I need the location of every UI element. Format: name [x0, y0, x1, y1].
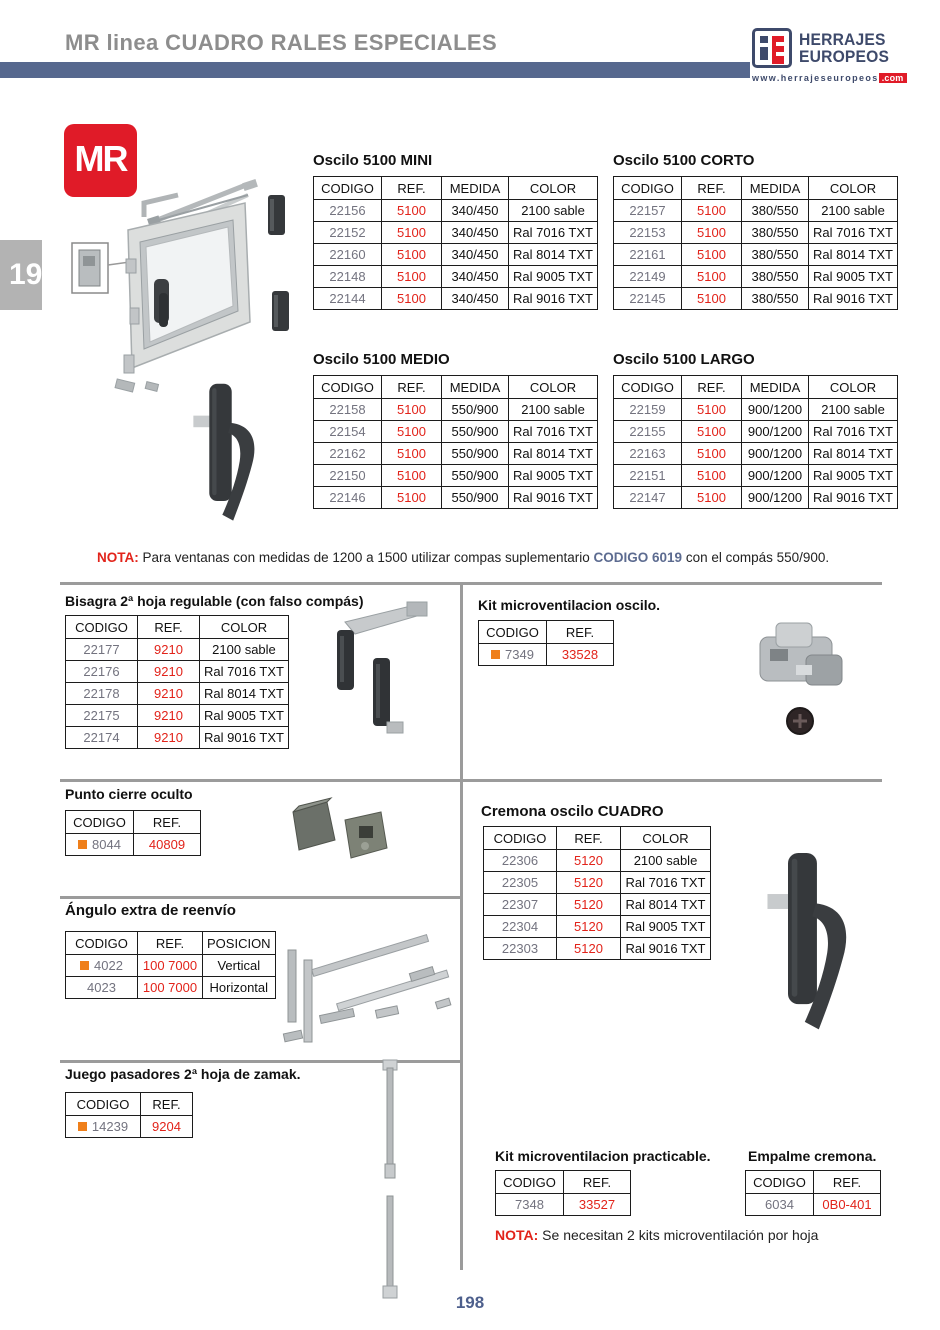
- column-header: CODIGO: [614, 177, 682, 200]
- value-cell: 550/900: [442, 399, 509, 421]
- note-codigo-ref: CODIGO 6019: [593, 550, 683, 565]
- note-bottom-text: Se necesitan 2 kits microventilación por hoja: [538, 1227, 819, 1243]
- value-cell: Ral 9005 TXT: [509, 266, 598, 288]
- column-header: COLOR: [200, 616, 289, 639]
- oscilo-mini-table: [313, 176, 598, 310]
- column-header: COLOR: [809, 177, 898, 200]
- value-cell: 380/550: [742, 288, 809, 310]
- divider: [60, 896, 460, 899]
- value-cell: 550/900: [442, 465, 509, 487]
- codigo-cell: 22150: [314, 465, 382, 487]
- value-cell: 2100 sable: [621, 850, 711, 872]
- table-row: [614, 421, 898, 443]
- ref-cell: 33528: [547, 644, 614, 666]
- codigo-cell: 22157: [614, 200, 682, 222]
- value-cell: 550/900: [442, 421, 509, 443]
- codigo-cell: 4022: [66, 955, 138, 977]
- value-cell: Ral 7016 TXT: [200, 661, 289, 683]
- ref-cell: 9210: [138, 705, 200, 727]
- ref-cell: 9210: [138, 639, 200, 661]
- codigo-cell: 22307: [484, 894, 557, 916]
- codigo-cell: 22153: [614, 222, 682, 244]
- codigo-cell: 22305: [484, 872, 557, 894]
- value-cell: 900/1200: [742, 443, 809, 465]
- bisagra-table: [65, 615, 289, 749]
- table-row: [66, 661, 289, 683]
- table-row: [66, 1116, 193, 1138]
- header-row: [479, 621, 614, 644]
- column-header: REF.: [138, 616, 200, 639]
- codigo-cell: 22156: [314, 200, 382, 222]
- value-cell: Ral 9016 TXT: [200, 727, 289, 749]
- table-row: [314, 266, 598, 288]
- column-header: COLOR: [509, 376, 598, 399]
- column-header: COLOR: [621, 827, 711, 850]
- section-title-juego: Juego pasadores 2ª hoja de zamak.: [65, 1066, 301, 1082]
- table-row: [484, 850, 711, 872]
- value-cell: 340/450: [442, 222, 509, 244]
- divider: [60, 582, 882, 585]
- table-row: [746, 1194, 881, 1216]
- table-row: [314, 421, 598, 443]
- ref-cell: 5100: [682, 421, 742, 443]
- value-cell: 380/550: [742, 244, 809, 266]
- column-header: CODIGO: [484, 827, 557, 850]
- codigo-cell: 22174: [66, 727, 138, 749]
- ref-cell: 5100: [382, 399, 442, 421]
- note-label: NOTA:: [97, 550, 139, 565]
- value-cell: 900/1200: [742, 487, 809, 509]
- column-header: CODIGO: [66, 811, 134, 834]
- value-cell: Ral 8014 TXT: [509, 443, 598, 465]
- table-row: [66, 955, 276, 977]
- value-cell: Ral 8014 TXT: [621, 894, 711, 916]
- column-header: CODIGO: [66, 932, 138, 955]
- value-cell: Ral 8014 TXT: [200, 683, 289, 705]
- column-header: REF.: [134, 811, 201, 834]
- ref-cell: 100 7000: [138, 955, 203, 977]
- table-row: [484, 916, 711, 938]
- codigo-cell: 22176: [66, 661, 138, 683]
- value-cell: 550/900: [442, 443, 509, 465]
- column-header: CODIGO: [746, 1171, 814, 1194]
- value-cell: Ral 7016 TXT: [809, 421, 898, 443]
- ref-cell: 9210: [138, 727, 200, 749]
- oscilo-medio-table: [313, 375, 598, 509]
- value-cell: Ral 9005 TXT: [809, 465, 898, 487]
- value-cell: 2100 sable: [509, 200, 598, 222]
- codigo-cell: 22155: [614, 421, 682, 443]
- company-url-text: www.herrajeseuropeos: [752, 73, 879, 83]
- table-row: [496, 1194, 631, 1216]
- value-cell: 900/1200: [742, 399, 809, 421]
- codigo-cell: 22159: [614, 399, 682, 421]
- column-header: CODIGO: [614, 376, 682, 399]
- section-title-kit-oscilo: Kit microventilacion oscilo.: [478, 597, 661, 613]
- table-row: [614, 266, 898, 288]
- value-cell: Ral 7016 TXT: [509, 222, 598, 244]
- note-text-after: con el compás 550/900.: [682, 550, 830, 565]
- value-cell: Ral 9005 TXT: [621, 916, 711, 938]
- value-cell: Ral 9016 TXT: [809, 487, 898, 509]
- herrajes-europeos-icon: [752, 28, 792, 68]
- ref-cell: 0B0-401: [814, 1194, 881, 1216]
- ref-cell: 5100: [682, 288, 742, 310]
- value-cell: Ral 9016 TXT: [509, 487, 598, 509]
- table-row: [314, 487, 598, 509]
- page-number: 198: [455, 1293, 485, 1312]
- value-cell: 380/550: [742, 266, 809, 288]
- ref-cell: 5120: [557, 894, 621, 916]
- header-row: [314, 376, 598, 399]
- window-exploded-illustration: [60, 143, 310, 413]
- angulo-illustration: [280, 912, 465, 1057]
- orange-square-bullet: [78, 840, 87, 849]
- codigo-cell: 14239: [66, 1116, 141, 1138]
- cremona-handle-image: [760, 836, 872, 1051]
- ref-cell: 9210: [138, 661, 200, 683]
- value-cell: Ral 9016 TXT: [809, 288, 898, 310]
- header-row: [614, 376, 898, 399]
- kit-oscilo-table: [478, 620, 614, 666]
- codigo-cell: 22161: [614, 244, 682, 266]
- codigo-cell: 22162: [314, 443, 382, 465]
- codigo-cell: 22177: [66, 639, 138, 661]
- ref-cell: 5100: [682, 487, 742, 509]
- column-header: REF.: [382, 376, 442, 399]
- empalme-table: [745, 1170, 881, 1216]
- header-row: [746, 1171, 881, 1194]
- ref-cell: 5100: [682, 443, 742, 465]
- table-row: [66, 727, 289, 749]
- codigo-cell: 22175: [66, 705, 138, 727]
- ref-cell: 5100: [682, 222, 742, 244]
- section-title-empalme: Empalme cremona.: [748, 1148, 877, 1164]
- column-header: POSICION: [203, 932, 276, 955]
- column-header: REF.: [547, 621, 614, 644]
- table-row: [614, 399, 898, 421]
- column-header: COLOR: [809, 376, 898, 399]
- ref-cell: 9210: [138, 683, 200, 705]
- value-cell: 380/550: [742, 200, 809, 222]
- column-header: REF.: [557, 827, 621, 850]
- column-header: REF.: [382, 177, 442, 200]
- column-header: REF.: [814, 1171, 881, 1194]
- column-header: CODIGO: [66, 616, 138, 639]
- table-title-oscilo-largo: Oscilo 5100 LARGO: [613, 351, 755, 368]
- value-cell: Ral 7016 TXT: [621, 872, 711, 894]
- orange-square-bullet: [78, 1122, 87, 1131]
- ref-cell: 5100: [382, 200, 442, 222]
- table-row: [614, 487, 898, 509]
- note-bottom-label: NOTA:: [495, 1227, 539, 1243]
- ref-cell: 5100: [682, 200, 742, 222]
- header-row: [66, 932, 276, 955]
- header-accent-bar: [0, 62, 750, 78]
- value-cell: Ral 8014 TXT: [809, 244, 898, 266]
- header-row: [66, 1093, 193, 1116]
- value-cell: Horizontal: [203, 977, 276, 999]
- column-header: CODIGO: [66, 1093, 141, 1116]
- codigo-cell: 22147: [614, 487, 682, 509]
- ref-cell: 5100: [382, 288, 442, 310]
- table-row: [484, 938, 711, 960]
- table-row: [314, 465, 598, 487]
- value-cell: Ral 8014 TXT: [509, 244, 598, 266]
- column-header: REF.: [682, 376, 742, 399]
- kit-oscilo-illustration: [750, 615, 850, 745]
- codigo-cell: 22303: [484, 938, 557, 960]
- ref-cell: 5100: [382, 266, 442, 288]
- section-title-bisagra: Bisagra 2ª hoja regulable (con falso compás): [65, 593, 364, 609]
- value-cell: 900/1200: [742, 465, 809, 487]
- company-name-line1: HERRAJES: [799, 30, 886, 49]
- codigo-cell: 22163: [614, 443, 682, 465]
- ref-cell: 5100: [382, 443, 442, 465]
- table-row: [314, 200, 598, 222]
- table-row: [614, 443, 898, 465]
- ref-cell: 5100: [382, 487, 442, 509]
- codigo-cell: 8044: [66, 834, 134, 856]
- header-row: [66, 616, 289, 639]
- table-row: [314, 288, 598, 310]
- section-title-angulo: Ángulo extra de reenvío: [65, 902, 236, 919]
- ref-cell: 5100: [382, 222, 442, 244]
- note-text-before: Para ventanas con medidas de 1200 a 1500 utilizar compas suplementario: [138, 550, 594, 565]
- table-row: [614, 288, 898, 310]
- ref-cell: 5100: [382, 465, 442, 487]
- value-cell: 340/450: [442, 266, 509, 288]
- value-cell: Ral 7016 TXT: [809, 222, 898, 244]
- orange-square-bullet: [80, 961, 89, 970]
- column-header: REF.: [138, 932, 203, 955]
- header-row: [496, 1171, 631, 1194]
- value-cell: 340/450: [442, 288, 509, 310]
- ref-cell: 5120: [557, 916, 621, 938]
- value-cell: 340/450: [442, 200, 509, 222]
- bisagra-illustration: [315, 600, 445, 760]
- company-name: [799, 31, 897, 65]
- table-row: [484, 872, 711, 894]
- oscilo-largo-table: [613, 375, 898, 509]
- column-header: CODIGO: [314, 177, 382, 200]
- table-row: [66, 834, 201, 856]
- column-header: MEDIDA: [742, 177, 809, 200]
- section-title-cremona: Cremona oscilo CUADRO: [481, 803, 664, 820]
- ref-cell: 5120: [557, 938, 621, 960]
- company-name-line2: EUROPEOS: [799, 47, 890, 66]
- codigo-cell: 7348: [496, 1194, 564, 1216]
- table-row: [484, 894, 711, 916]
- codigo-cell: 22152: [314, 222, 382, 244]
- codigo-cell: 6034: [746, 1194, 814, 1216]
- table-row: [614, 200, 898, 222]
- column-header: MEDIDA: [442, 177, 509, 200]
- ref-cell: 33527: [564, 1194, 631, 1216]
- codigo-cell: 4023: [66, 977, 138, 999]
- value-cell: 900/1200: [742, 421, 809, 443]
- codigo-cell: 22151: [614, 465, 682, 487]
- header-row: [314, 177, 598, 200]
- company-url-com-badge: .com: [879, 73, 907, 83]
- value-cell: Ral 9005 TXT: [509, 465, 598, 487]
- column-header: MEDIDA: [442, 376, 509, 399]
- ref-cell: 5100: [682, 244, 742, 266]
- column-header: CODIGO: [496, 1171, 564, 1194]
- codigo-cell: 22160: [314, 244, 382, 266]
- header-row: [614, 177, 898, 200]
- table-row: [66, 977, 276, 999]
- ref-cell: 5100: [682, 266, 742, 288]
- value-cell: Ral 9005 TXT: [809, 266, 898, 288]
- table-row: [66, 705, 289, 727]
- table-row: [314, 244, 598, 266]
- ref-cell: 5100: [382, 244, 442, 266]
- value-cell: 2100 sable: [200, 639, 289, 661]
- value-cell: Ral 8014 TXT: [809, 443, 898, 465]
- codigo-cell: 22146: [314, 487, 382, 509]
- mr-brand-logo: MR: [64, 124, 137, 197]
- ref-cell: 5100: [382, 421, 442, 443]
- codigo-cell: 22145: [614, 288, 682, 310]
- value-cell: Ral 9005 TXT: [200, 705, 289, 727]
- ref-cell: 5100: [682, 399, 742, 421]
- value-cell: 550/900: [442, 487, 509, 509]
- codigo-cell: 22144: [314, 288, 382, 310]
- codigo-cell: 22178: [66, 683, 138, 705]
- column-header: COLOR: [509, 177, 598, 200]
- ref-cell: 5100: [682, 465, 742, 487]
- value-cell: Ral 9016 TXT: [621, 938, 711, 960]
- codigo-cell: 7349: [479, 644, 547, 666]
- codigo-cell: 22148: [314, 266, 382, 288]
- column-header: MEDIDA: [742, 376, 809, 399]
- table-row: [614, 222, 898, 244]
- codigo-cell: 22304: [484, 916, 557, 938]
- column-header: CODIGO: [479, 621, 547, 644]
- value-cell: 340/450: [442, 244, 509, 266]
- ref-cell: 5120: [557, 850, 621, 872]
- section-title-kit-practicable: Kit microventilacion practicable.: [495, 1148, 711, 1164]
- table-title-oscilo-mini: Oscilo 5100 MINI: [313, 152, 433, 169]
- juego-table: [65, 1092, 193, 1138]
- column-header: REF.: [564, 1171, 631, 1194]
- company-logo: [752, 28, 902, 83]
- value-cell: Ral 7016 TXT: [509, 421, 598, 443]
- codigo-cell: 22154: [314, 421, 382, 443]
- codigo-cell: 22306: [484, 850, 557, 872]
- table-row: [314, 222, 598, 244]
- ref-cell: 100 7000: [138, 977, 203, 999]
- note-top: [97, 550, 829, 565]
- ref-cell: 5120: [557, 872, 621, 894]
- cremona-table: [483, 826, 711, 960]
- value-cell: Vertical: [203, 955, 276, 977]
- table-title-oscilo-medio: Oscilo 5100 MEDIO: [313, 351, 450, 368]
- value-cell: 2100 sable: [509, 399, 598, 421]
- juego-pasadores-illustration: [370, 1058, 410, 1303]
- column-header: REF.: [682, 177, 742, 200]
- page-title: MR linea CUADRO RALES ESPECIALES: [65, 30, 498, 55]
- column-header: REF.: [141, 1093, 193, 1116]
- angulo-table: [65, 931, 276, 999]
- codigo-cell: 22149: [614, 266, 682, 288]
- table-row: [66, 639, 289, 661]
- company-url: [752, 73, 902, 83]
- ref-cell: 40809: [134, 834, 201, 856]
- chapter-number-tab: 19: [0, 240, 42, 310]
- table-title-oscilo-corto: Oscilo 5100 CORTO: [613, 152, 755, 169]
- value-cell: 380/550: [742, 222, 809, 244]
- table-row: [614, 465, 898, 487]
- punto-cierre-illustration: [285, 790, 405, 870]
- table-row: [614, 244, 898, 266]
- table-row: [479, 644, 614, 666]
- divider: [60, 779, 882, 782]
- value-cell: 2100 sable: [809, 200, 898, 222]
- note-bottom: [495, 1227, 818, 1243]
- value-cell: 2100 sable: [809, 399, 898, 421]
- kit-practicable-table: [495, 1170, 631, 1216]
- ref-cell: 9204: [141, 1116, 193, 1138]
- value-cell: Ral 9016 TXT: [509, 288, 598, 310]
- oscilo-corto-table: [613, 176, 898, 310]
- codigo-cell: 22158: [314, 399, 382, 421]
- table-row: [314, 443, 598, 465]
- section-title-punto-cierre: Punto cierre oculto: [65, 786, 193, 802]
- column-header: CODIGO: [314, 376, 382, 399]
- punto-cierre-table: [65, 810, 201, 856]
- table-row: [314, 399, 598, 421]
- orange-square-bullet: [491, 650, 500, 659]
- table-row: [66, 683, 289, 705]
- window-handle-image: [172, 378, 290, 530]
- header-row: [484, 827, 711, 850]
- header-row: [66, 811, 201, 834]
